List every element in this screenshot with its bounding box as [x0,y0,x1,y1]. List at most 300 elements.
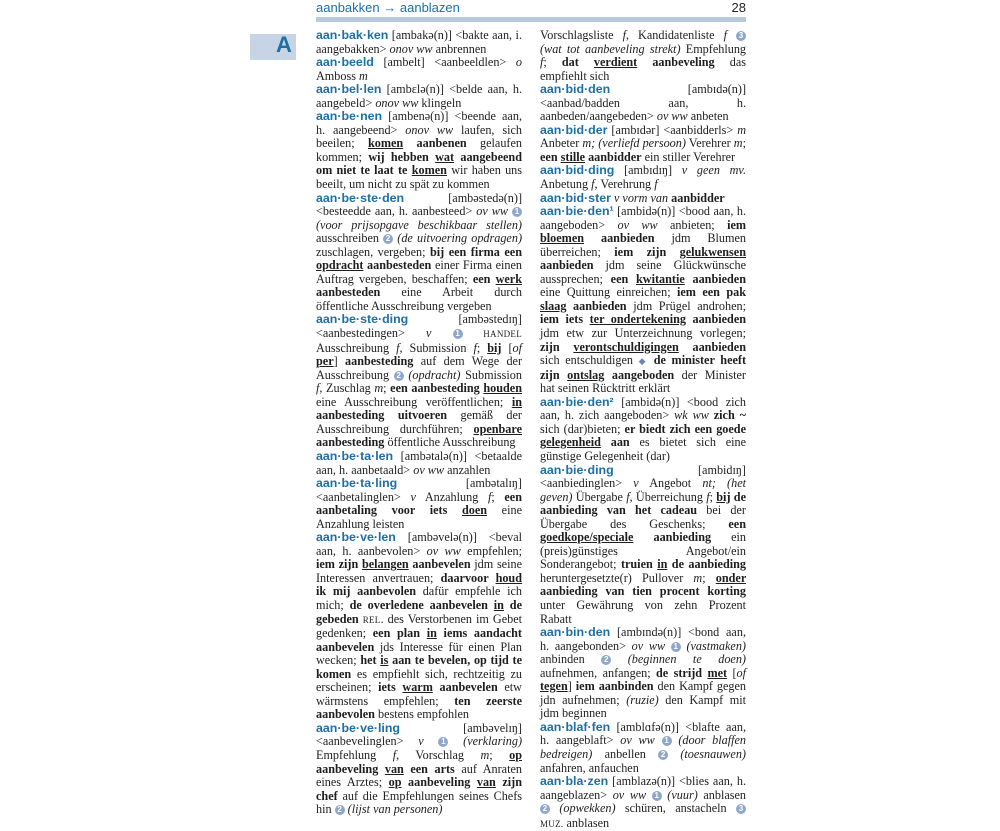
headword: aan·be·ta·ling [316,476,398,491]
text-run: [ambəstedɪŋ] <aanbestedingen> [316,312,522,341]
text-run: anblasen [563,815,610,830]
text-run: bestens empfohlen [374,707,470,722]
italic-label: f [316,381,320,396]
text-run: es empfiehlt sich, rechtzeitig zu erscheinen; [316,666,522,695]
underlined-keyword: doen [461,503,488,518]
bold-phrase: aanbeveling [401,775,477,790]
text-run: wir haben uns beeilt, um nicht zu spät zu kommen [316,163,522,192]
text-run: unter Gewährung von zehn Prozent Rabatt [540,597,746,626]
text-run: anbieten; [657,217,728,232]
italic-label: f [473,340,477,355]
text-run: [amblazə(n)] <blies aan, h. aangeblazen> [540,774,746,802]
italic-label: m; (verliefd persoon) [582,136,686,151]
text-run: [ [727,665,737,680]
text-run: Angebot [638,476,703,491]
dictionary-entry [540,775,746,831]
text-run: eine Quittung einreichen; [540,285,677,300]
bold-phrase: ik mij aanbevolen [316,584,417,599]
sense-number-badge: 3 [736,804,746,814]
bold-phrase: een arts [403,761,455,776]
range-arrow: → [383,0,397,15]
text-run: zuschlagen, vergeben; [316,244,430,259]
text-run: ; [702,570,716,585]
headword: aan·bid·ding [540,163,615,178]
text-run: anbellen [592,746,659,761]
bold-phrase: aanbeveling [637,55,715,70]
dictionary-entry [316,450,522,477]
dictionary-entry [540,124,746,165]
italic-label: ov ww [631,638,666,653]
text-run: Submission [460,367,522,382]
text-run [431,326,452,340]
bold-phrase: een [472,271,496,286]
range-start-word: aanbakken [316,0,380,15]
bold-phrase: aanbenen [403,136,467,151]
italic-label: (ruzie) [626,692,659,707]
letter-tab-label: A [276,32,292,57]
text-run: eine Ausschreibung veröffentlichen; [316,394,512,409]
italic-label: v geen mv. [681,163,746,178]
text-run: ein (preis)günstiges Angebot/ein Sonderangebot; [540,530,746,572]
headword: aan·be·ste·ding [316,312,409,327]
text-run: den Kampf mit jdm beginnen [540,692,746,721]
text-run [424,734,439,748]
text-run: jdm seine Glückwünsche aussprechen; [540,258,746,286]
text-run: gelaufen kommen; [316,136,522,164]
text-run: schüren, anstacheln [615,801,736,816]
italic-label: m [737,122,746,137]
italic-label: (toesnauwen) [668,746,746,761]
text-run: jds Interesse für einen Plan wecken; [316,639,522,668]
headword: aan·bie·den² [540,394,614,409]
italic-label: f [723,28,727,42]
page-number: 28 [731,0,746,15]
bold-phrase: aanbevelen [408,557,471,572]
headword: aan·bla·zen [540,774,609,789]
underlined-keyword: in [657,557,668,572]
underlined-keyword: van [384,761,404,776]
underlined-keyword: slaag [540,298,567,313]
underlined-keyword: werk [495,271,522,286]
dictionary-entry [316,531,522,722]
sense-number-badge: 2 [335,805,345,815]
text-run: , Überreichung [629,489,707,504]
dictionary-entry [316,192,522,314]
italic-label: m [374,381,384,396]
text-run: [ambɪdə(n)] <aanbad/badden aan, h. aanbeden/aangebeden> [540,82,746,124]
headword: aan·bin·den [540,625,611,640]
italic-label: (wat tot aanbeveling strekt) [540,41,681,56]
underlined-keyword: met [707,665,728,680]
bold-phrase: aan te bevelen, op tijd te komen [316,653,522,681]
italic-label: f [622,28,626,42]
bold-phrase: een [610,271,636,286]
text-run: Anbetung [540,177,592,192]
italic-label: m [733,136,743,151]
headword: aan·bak·ken [316,28,389,42]
italic-label: f [487,489,492,504]
text-run: ; [491,489,505,504]
text-run: anbinden [540,652,602,667]
text-run: Empfehlung [316,747,393,762]
dictionary-entry [540,626,746,721]
italic-label: onov ww [375,95,419,110]
text-run: Amboss [316,68,360,83]
underlined-keyword: belangen [361,557,409,572]
italic-label: (de uitvoering opdragen) [393,231,522,246]
italic-label: (vuur) [661,787,698,802]
italic-label: wk ww [674,408,709,423]
sense-number-badge: 2 [658,750,668,760]
sense-number-badge: 1 [453,329,463,339]
bold-phrase: het [360,653,381,668]
text-run: ausschreiben [316,231,384,246]
underlined-keyword: gelegenheid [540,435,601,450]
headword: aan·blaf·fen [540,719,611,734]
text-run: anbrennen [432,41,487,56]
bold-phrase: aanbieden [678,339,746,354]
text-run: [amblɑfə(n)] <blafte aan, h. aangeblaft> [540,719,746,748]
text-run: sich entschuldigen [540,353,639,368]
running-header [316,0,746,22]
italic-label: f [540,55,544,70]
dictionary-entry [540,721,746,775]
diamond-icon: ◆ [638,356,649,367]
headword: aan·bid·der [540,122,608,137]
text-run: anblasen [697,787,747,802]
text-run: [ambəvelə(n)] <beval aan, h. aanbevolen> [316,530,522,558]
dictionary-entry [540,83,746,124]
italic-label: f [396,340,400,355]
italic-label: m [359,68,368,83]
bold-phrase: iem [727,217,747,232]
italic-label: f [706,489,710,504]
bold-phrase: aanbesteding uitvoeren [316,408,448,423]
italic-label: (voor prijsopgave beschikbaar stellen) [316,217,522,232]
italic-label: (opdracht) [403,367,461,382]
text-run: eine Anzahlung leisten [316,503,522,531]
text-run: auf die Empfehlungen seines Chefs hin [316,788,522,817]
headword: aan·be·ste·den [316,190,405,205]
bold-phrase: de aanbieding van het cadeau [540,489,746,518]
text-run: [ambɛlə(n)] <belde aan, h. aangebeld> [316,82,522,110]
text-run: laufen, sich beeilen; [316,122,522,151]
bold-phrase: de minister heeft zijn [540,353,747,382]
text-run: ; [742,136,746,151]
italic-label: onov ww [405,122,454,137]
italic-label: (opwekken) [550,801,616,816]
bold-phrase: iem zijn [614,244,680,259]
text-run: [ambəstedə(n)] <besteedde aan, h. aanbesteed> [316,190,522,219]
text-run: empfehlen; [460,543,523,558]
bold-phrase: zich ~ [713,408,746,423]
text-run: Anbeter [540,136,583,151]
underlined-keyword: in [493,597,504,612]
bold-phrase: aanbidder [671,190,725,205]
domain-label: REL [362,614,381,625]
italic-label: f [654,177,658,192]
letter-tab [250,34,296,60]
text-run: Vorschlagsliste [540,28,623,42]
text-run: öffentliche Ausschreibung [384,435,516,450]
text-run: bei der Übergabe des Geschenks; [540,503,746,531]
text-run: [ [501,340,513,355]
bold-phrase: de overledene aanbevelen [349,597,494,612]
italic-label: (beginnen te doen) [611,652,746,667]
text-run: [ambakə(n)] <bakte aan, i. aangebakken> [316,28,522,56]
dictionary-entry [316,313,522,449]
bold-phrase: iets [378,680,403,695]
bold-phrase: aanbieding [633,530,712,545]
underlined-keyword: op [388,775,402,790]
italic-label: (vastmaken) [680,638,746,653]
text-run: jdm Blumen überreichen; [540,231,746,259]
text-run: anfahren, anfauchen [540,760,639,775]
text-run: der Minister hat seinen Rücktritt erklärt [540,367,746,396]
italic-label: v [418,734,424,749]
text-run: Empfehlung [680,41,747,56]
bold-phrase: aangeboden [604,367,675,382]
text-run: das empfiehlt sich [540,55,746,83]
bold-phrase: dat [561,55,594,70]
sense-number-badge: 2 [383,234,393,244]
dictionary-entry [540,396,746,464]
underlined-keyword: tegen [540,679,568,694]
italic-label: ov ww [426,543,461,558]
text-run: [ambəvelɪŋ] <aanbevelinglen> [316,720,522,749]
text-run: , Zuschlag [319,381,375,396]
text-run: ; [709,489,717,504]
text-run: ein stiller Verehrer [641,149,736,164]
underlined-keyword: onder [715,570,747,585]
text-run: . des Verstorbenen im Gebet gedenken; [316,611,523,641]
text-run: den Kampf gegen jdn aufnehmen; [540,679,747,707]
headword: aan·be·ta·len [316,448,394,463]
text-run: Verehrer [685,136,734,151]
underlined-keyword: komen [367,136,404,151]
bold-phrase: aangebeend om niet te laat te [316,149,522,178]
text-run: jdm etw zur Unterzeichnung vorlegen; [540,326,746,341]
text-run: [ambətalə(n)] <betaalde aan, h. aanbetaald> [316,448,522,477]
bold-phrase: aanbesteding [316,435,385,450]
text-run: [ambɪndə(n)] <bond aan, h. aangebonden> [540,625,746,653]
headword: aan·bie·den¹ [540,204,614,219]
text-run: jdm seine Interessen anvertrauen; [316,557,522,585]
header-rule [316,17,746,22]
domain-label: HANDEL [462,329,523,340]
italic-label: (verklaring) [448,734,523,749]
headword: aan·bie·ding [540,462,614,477]
italic-label: onov ww [389,41,433,56]
bold-phrase: een aanbetaling voor iets [316,489,522,518]
text-run: aufnehmen, anfangen; [540,665,657,680]
italic-label: (door blaffen bedreigen) [540,733,747,761]
text-run: gemäß der Ausschreibung durchführen; [316,408,522,436]
underlined-keyword: wat [435,149,455,164]
text-run: sich (dar)bieten; [540,421,625,436]
headword: aan·bid·den [540,82,611,97]
italic-label: v vorm van [613,190,669,205]
bold-phrase: de aanbieding [667,557,747,572]
italic-label: nt; (het geven) [540,476,746,504]
underlined-keyword: openbare [473,421,522,436]
underlined-keyword: bloemen [540,231,585,246]
sense-number-badge: 1 [671,642,681,652]
bold-phrase: de gebeden [316,597,522,626]
underlined-keyword: bij [716,489,731,504]
sense-number-badge: 1 [662,736,672,746]
dictionary-entry [316,722,522,817]
text-run: [ambɪdɪŋ] [614,163,682,178]
text-run: auf dem Wege der Ausschreibung [316,354,523,382]
sense-number-badge: 3 [736,31,746,41]
bold-phrase: aanbieden [584,231,655,246]
bold-phrase: truien [620,557,658,572]
text-run: dafür empfehle ich mich; [316,584,522,612]
italic-label: o [515,55,522,70]
bold-phrase: bij een firma een [430,244,522,259]
bold-phrase: aanbieden [566,298,627,313]
bold-phrase: iem iets [540,312,590,327]
italic-label: f [392,747,397,762]
text-run: ; [543,55,562,70]
dictionary-entry [316,477,522,531]
text-run: etw wärmstens empfehlen; [316,680,522,708]
bold-phrase: een aanbesteding [390,381,484,396]
underlined-keyword: van [476,775,496,790]
italic-label: (lijst van personen) [344,802,443,817]
bold-phrase: aanbeveling [316,761,385,776]
sense-number-badge: 1 [438,737,448,747]
text-run: , Vorschlag [396,747,481,762]
headword: aan·be·nen [316,109,383,124]
bold-phrase: een plan [372,626,427,641]
text-run: ] [567,679,576,694]
italic-label: ov ww [617,217,658,232]
bold-phrase: daarvoor [440,570,496,585]
text-run: eine Arbeit durch öffentliche Ausschreibung vergeben [316,285,522,313]
underlined-keyword: in [426,626,437,641]
underlined-keyword: in [511,394,522,409]
italic-label: f [591,177,595,192]
underlined-keyword: stille [560,149,586,164]
underlined-keyword: warm [402,680,433,695]
headword: aan·beeld [316,55,374,70]
italic-label: m [693,570,703,585]
italic-label: m [480,747,490,762]
dictionary-entry [316,29,522,56]
text-run: heruntergesetzte(r) Pullover [540,570,694,585]
underlined-keyword: houd [495,570,522,585]
text-run: ; [383,381,391,396]
italic-label: of [512,340,522,355]
bold-phrase: aanbieden [685,312,747,327]
text-run: [ambelt] <aanbeeldlen> [373,55,516,70]
italic-label: ov ww [612,787,647,802]
text-run: jdm Prügel androhen; [626,298,746,313]
dictionary-entry [540,464,746,627]
text-run: ; [489,747,510,762]
bold-phrase: een [728,516,746,531]
sense-number-badge: 1 [652,791,662,801]
italic-label: of [736,665,746,680]
text-run: , Submission [399,340,474,355]
bold-phrase: aanbesteding [345,354,414,369]
italic-label: ov ww [620,733,655,748]
dictionary-entry [316,110,522,191]
italic-label: v [426,326,432,341]
text-run: anbeten [687,109,729,124]
bold-phrase: de strijd [656,665,708,680]
dictionary-entry [540,164,746,191]
underlined-keyword: gelukwensen [679,244,746,259]
text-run: auf Anraten eines Arztes; [316,761,522,790]
underlined-keyword: bij [487,340,502,355]
dictionary-entry [540,192,746,206]
bold-phrase: aanbieding van tien procent korting [540,584,746,599]
text-run: [ambidə(n)] <bood aan, h. aangeboden> [540,204,746,232]
bold-phrase: ten zeerste aanbevolen [316,693,522,722]
italic-label: v [633,476,639,491]
bold-phrase: zijn chef [316,775,522,803]
sense-number-badge: 2 [601,655,611,665]
headword: aan·bid·ster [540,190,611,205]
headword-range [316,0,460,15]
underlined-keyword: opdracht [316,258,364,273]
range-end-word: aanblazen [399,0,460,15]
bold-phrase: aan [600,435,630,450]
headword: aan·be·ve·ling [316,720,400,735]
text-run: klingeln [418,95,462,110]
bold-phrase: aanbieden [684,271,746,286]
bold-phrase: aanbesteden [316,285,381,300]
bold-phrase: iem aanbinden [575,679,654,694]
underlined-keyword: komen [411,163,447,178]
text-run: ] [333,354,345,369]
dictionary-entry [316,56,522,83]
text-run: Anzahlung [415,489,488,504]
italic-label: ov ww [476,204,509,219]
bold-phrase: wij hebben [368,149,436,164]
underlined-keyword: verdient [593,55,638,70]
text-run: anzahlen [444,462,491,477]
bold-phrase: aanbevelen [432,680,498,695]
italic-label: ov ww [656,109,688,124]
sense-number-badge: 1 [512,207,522,217]
underlined-keyword: kwitantie [636,271,685,286]
right-column [540,29,746,831]
text-run: einer Firma einen Auftrag vergeben, beschaffen; [316,258,522,286]
underlined-keyword: is [380,653,389,668]
headword: aan·bel·len [316,82,382,97]
text-run: , Kandidatenliste [625,28,724,42]
text-run: ; [476,340,488,355]
underlined-keyword: ter ondertekening [589,312,686,327]
text-run: es bietet sich eine günstige Gelegenheit (dar) [540,435,747,463]
sense-number-badge: 2 [540,804,550,814]
text-run: [ambenə(n)] <beende aan, h. aangebeend> [316,109,522,137]
text-run: Übergabe [572,489,627,504]
dictionary-entry [540,29,746,83]
bold-phrase: er biedt zich een goede [624,421,746,436]
text-run: Ausschreibung [316,340,397,355]
italic-label: f [626,489,630,504]
bold-phrase: aanbesteden [363,258,432,273]
text-run: [ambidɪŋ] <aanbiedinglen> [540,462,746,491]
bold-phrase: iems aandacht aanbevelen [316,626,522,654]
text-run [665,639,671,653]
bold-phrase: iem zijn [316,557,362,572]
